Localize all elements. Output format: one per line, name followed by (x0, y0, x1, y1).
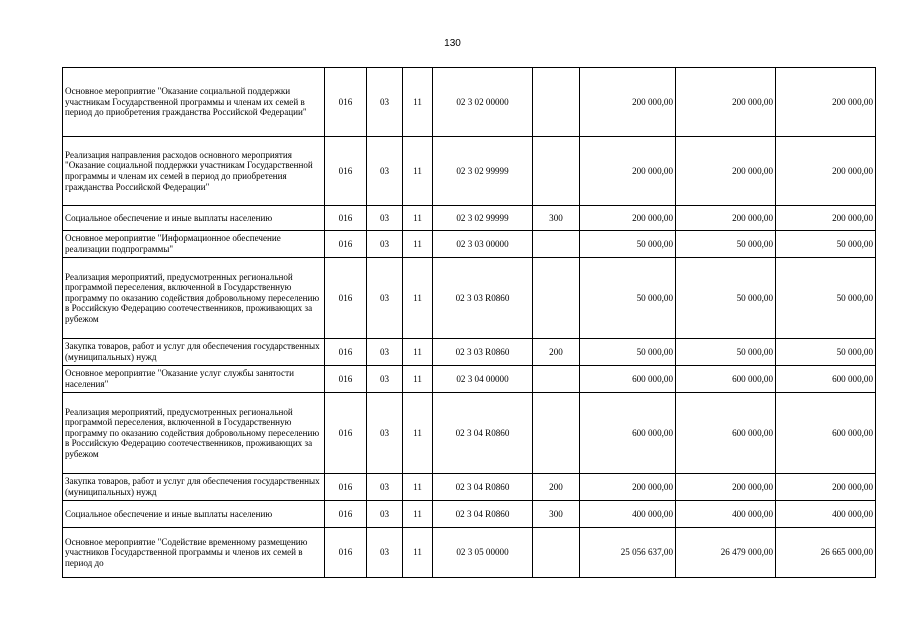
budget-table (62, 67, 876, 578)
cell-ministry-code: 016 (325, 68, 367, 137)
cell-expense-type: 300 (533, 206, 580, 231)
cell-amount-year2: 50 000,00 (676, 231, 776, 258)
cell-target-article: 02 3 03 00000 (433, 231, 533, 258)
cell-name: Реализация мероприятий, предусмотренных региональной программой переселения, включенной в Государственную программу по оказанию содействия добровольному переселению в Российскую Федерацию соотечественников, проживающих за рубежом (63, 393, 325, 474)
cell-name: Реализация мероприятий, предусмотренных региональной программой переселения, включенной в Государственную программу по оказанию содействия добровольному переселению в Российскую Федерацию соотечественников, проживающих за рубежом (63, 258, 325, 339)
cell-subsection: 11 (403, 137, 433, 206)
cell-amount-year3: 200 000,00 (776, 68, 876, 137)
cell-amount-year1: 50 000,00 (580, 339, 676, 366)
cell-section: 03 (367, 528, 403, 578)
cell-expense-type (533, 231, 580, 258)
cell-expense-type: 300 (533, 501, 580, 528)
cell-amount-year2: 200 000,00 (676, 474, 776, 501)
cell-section: 03 (367, 231, 403, 258)
table-row (63, 231, 876, 258)
cell-amount-year3: 200 000,00 (776, 206, 876, 231)
cell-amount-year1: 25 056 637,00 (580, 528, 676, 578)
cell-expense-type (533, 528, 580, 578)
cell-ministry-code: 016 (325, 366, 367, 393)
cell-amount-year3: 50 000,00 (776, 258, 876, 339)
cell-amount-year2: 600 000,00 (676, 393, 776, 474)
cell-amount-year1: 200 000,00 (580, 137, 676, 206)
cell-section: 03 (367, 68, 403, 137)
cell-amount-year3: 26 665 000,00 (776, 528, 876, 578)
cell-amount-year1: 200 000,00 (580, 474, 676, 501)
cell-amount-year3: 600 000,00 (776, 393, 876, 474)
table-row (63, 393, 876, 474)
budget-table-body (63, 68, 876, 578)
cell-ministry-code: 016 (325, 528, 367, 578)
cell-amount-year3: 600 000,00 (776, 366, 876, 393)
cell-subsection: 11 (403, 393, 433, 474)
cell-expense-type (533, 258, 580, 339)
cell-expense-type (533, 68, 580, 137)
page-number: 130 (444, 38, 461, 49)
cell-expense-type (533, 393, 580, 474)
cell-subsection: 11 (403, 206, 433, 231)
cell-ministry-code: 016 (325, 474, 367, 501)
cell-subsection: 11 (403, 528, 433, 578)
cell-amount-year1: 50 000,00 (580, 258, 676, 339)
cell-amount-year2: 600 000,00 (676, 366, 776, 393)
cell-section: 03 (367, 474, 403, 501)
table-row (63, 366, 876, 393)
table-row (63, 258, 876, 339)
table-row (63, 501, 876, 528)
cell-amount-year3: 200 000,00 (776, 474, 876, 501)
cell-target-article: 02 3 02 99999 (433, 206, 533, 231)
cell-subsection: 11 (403, 231, 433, 258)
cell-subsection: 11 (403, 68, 433, 137)
cell-name: Закупка товаров, работ и услуг для обеспечения государственных (муниципальных) нужд (63, 474, 325, 501)
cell-expense-type (533, 137, 580, 206)
cell-amount-year1: 400 000,00 (580, 501, 676, 528)
cell-section: 03 (367, 501, 403, 528)
cell-ministry-code: 016 (325, 339, 367, 366)
cell-amount-year2: 26 479 000,00 (676, 528, 776, 578)
cell-target-article: 02 3 02 00000 (433, 68, 533, 137)
cell-target-article: 02 3 04 R0860 (433, 501, 533, 528)
cell-target-article: 02 3 04 R0860 (433, 393, 533, 474)
table-row (63, 474, 876, 501)
cell-target-article: 02 3 03 R0860 (433, 339, 533, 366)
cell-amount-year3: 400 000,00 (776, 501, 876, 528)
cell-amount-year2: 200 000,00 (676, 137, 776, 206)
cell-amount-year3: 200 000,00 (776, 137, 876, 206)
table-row (63, 68, 876, 137)
cell-section: 03 (367, 137, 403, 206)
cell-amount-year3: 50 000,00 (776, 231, 876, 258)
cell-expense-type: 200 (533, 474, 580, 501)
cell-amount-year1: 200 000,00 (580, 68, 676, 137)
cell-section: 03 (367, 206, 403, 231)
cell-name: Основное мероприятие "Оказание услуг службы занятости населения" (63, 366, 325, 393)
cell-amount-year2: 200 000,00 (676, 206, 776, 231)
cell-name: Реализация направления расходов основного мероприятия "Оказание социальной поддержки участникам Государственной программы и членам их семей в период до приобретения гражданства Российской Федерации" (63, 137, 325, 206)
cell-ministry-code: 016 (325, 501, 367, 528)
cell-subsection: 11 (403, 366, 433, 393)
cell-name: Социальное обеспечение и иные выплаты населению (63, 501, 325, 528)
cell-section: 03 (367, 339, 403, 366)
cell-ministry-code: 016 (325, 206, 367, 231)
cell-subsection: 11 (403, 339, 433, 366)
cell-section: 03 (367, 393, 403, 474)
cell-ministry-code: 016 (325, 393, 367, 474)
cell-ministry-code: 016 (325, 258, 367, 339)
cell-amount-year1: 600 000,00 (580, 366, 676, 393)
cell-section: 03 (367, 366, 403, 393)
cell-section: 03 (367, 258, 403, 339)
table-row (63, 528, 876, 578)
cell-amount-year2: 400 000,00 (676, 501, 776, 528)
cell-amount-year1: 50 000,00 (580, 231, 676, 258)
cell-target-article: 02 3 04 R0860 (433, 474, 533, 501)
cell-expense-type: 200 (533, 339, 580, 366)
cell-subsection: 11 (403, 258, 433, 339)
cell-amount-year2: 200 000,00 (676, 68, 776, 137)
cell-amount-year1: 200 000,00 (580, 206, 676, 231)
cell-target-article: 02 3 02 99999 (433, 137, 533, 206)
cell-ministry-code: 016 (325, 231, 367, 258)
cell-amount-year1: 600 000,00 (580, 393, 676, 474)
cell-target-article: 02 3 04 00000 (433, 366, 533, 393)
table-row (63, 339, 876, 366)
cell-target-article: 02 3 03 R0860 (433, 258, 533, 339)
cell-name: Основное мероприятие "Содействие временному размещению участников Государственной программы и членов их семей в период до (63, 528, 325, 578)
cell-name: Основное мероприятие "Оказание социальной поддержки участникам Государственной программы и членам их семей в период до приобретения гражданства Российской Федерации" (63, 68, 325, 137)
table-row (63, 137, 876, 206)
table-row (63, 206, 876, 231)
cell-ministry-code: 016 (325, 137, 367, 206)
cell-name: Социальное обеспечение и иные выплаты населению (63, 206, 325, 231)
cell-subsection: 11 (403, 501, 433, 528)
cell-amount-year3: 50 000,00 (776, 339, 876, 366)
cell-name: Основное мероприятие "Информационное обеспечение реализации подпрограммы" (63, 231, 325, 258)
cell-amount-year2: 50 000,00 (676, 258, 776, 339)
cell-target-article: 02 3 05 00000 (433, 528, 533, 578)
cell-subsection: 11 (403, 474, 433, 501)
cell-expense-type (533, 366, 580, 393)
cell-amount-year2: 50 000,00 (676, 339, 776, 366)
cell-name: Закупка товаров, работ и услуг для обеспечения государственных (муниципальных) нужд (63, 339, 325, 366)
